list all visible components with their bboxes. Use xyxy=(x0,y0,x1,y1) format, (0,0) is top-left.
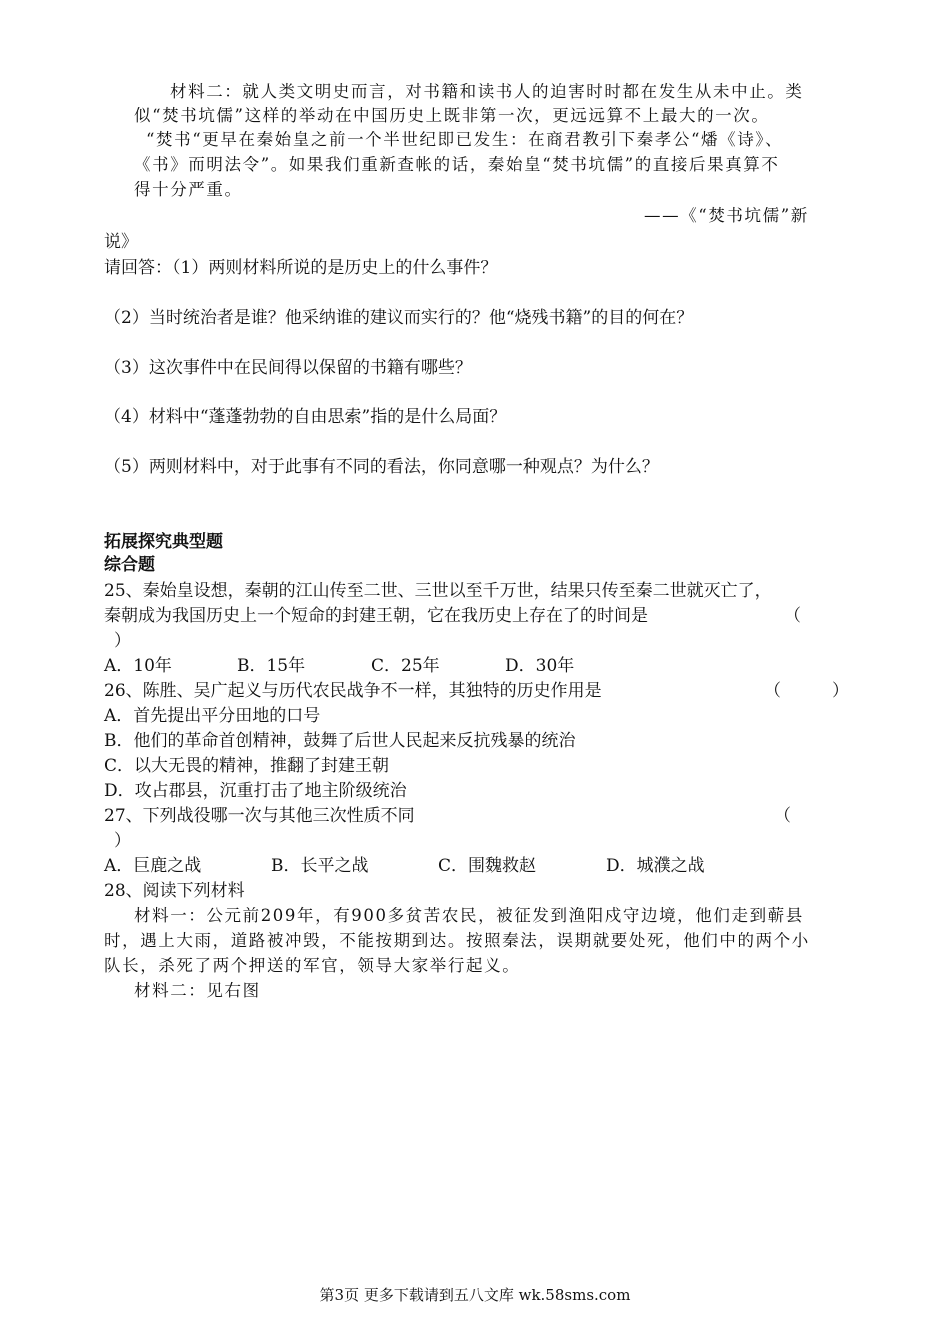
question-5: （5）两则材料中，对于此事有不同的看法，你同意哪一种观点？为什么？ xyxy=(104,457,659,477)
question-4: （4）材料中“蓬蓬勃勃的自由思索”指的是什么局面？ xyxy=(104,407,507,427)
answer-paren: （ ） xyxy=(764,681,849,701)
q27-option-a: A．巨鹿之战 xyxy=(104,856,202,876)
passage-line: 《书》而明法令”。如果我们重新查帐的话，秦始皇“焚书坑儒”的直接后果真算不 xyxy=(134,155,780,174)
material-one-line: 队长，杀死了两个押送的军官，领导大家举行起义。 xyxy=(104,956,521,975)
q26-option-d: D．攻占郡县，沉重打击了地主阶级统治 xyxy=(104,781,407,801)
q26-option-c: C．以大无畏的精神，推翻了封建王朝 xyxy=(104,756,390,776)
passage-line: 材料二：就人类文明史而言，对书籍和读书人的迫害时时都在发生从未中止。类 xyxy=(170,82,804,101)
section-subtitle: 综合题 xyxy=(104,555,155,575)
q26-option-b: B．他们的革命首创精神，鼓舞了后世人民起来反抗残暴的统治 xyxy=(104,731,576,751)
answer-paren-open: （ xyxy=(784,606,801,626)
question-2: （2）当时统治者是谁？他采纳谁的建议而实行的？他“烧残书籍”的目的何在？ xyxy=(104,308,694,328)
passage-line: 似“焚书坑儒”这样的举动在中国历史上既非第一次，更远远算不上最大的一次。 xyxy=(134,106,770,125)
material-two-line: 材料二：见右图 xyxy=(134,981,261,1000)
q25-option-b: B．15年 xyxy=(237,656,306,676)
passage-line: 得十分严重。 xyxy=(134,180,243,199)
page-footer: 第3页 更多下载请到五八文库 wk.58sms.com xyxy=(319,1286,631,1304)
q27-option-b: B．长平之战 xyxy=(271,856,369,876)
passage-source: ——《“焚书坑儒”新 xyxy=(644,206,809,225)
question-1: 请回答：（1）两则材料所说的是历史上的什么事件？ xyxy=(104,258,498,278)
passage-line: “焚书“更早在秦始皇之前一个半世纪即已发生：在商君教引下秦孝公“燔《诗》、 xyxy=(146,130,784,149)
material-one-line: 材料一：公元前209年，有900多贫苦农民，被征发到渔阳戍守边境，他们走到蕲县 xyxy=(134,906,804,925)
q27-stem: 27、下列战役哪一次与其他三次性质不同 xyxy=(104,806,415,826)
q26-stem: 26、陈胜、吴广起义与历代农民战争不一样，其独特的历史作用是 xyxy=(104,681,602,701)
q27-option-d: D．城濮之战 xyxy=(606,856,705,876)
section-title: 拓展探究典型题 xyxy=(104,532,223,552)
answer-paren-close: ） xyxy=(114,631,131,651)
answer-paren-close: ） xyxy=(114,831,131,851)
q27-option-c: C．围魏救赵 xyxy=(438,856,537,876)
q25-option-a: A．10年 xyxy=(104,656,172,676)
passage-source-end: 说》 xyxy=(104,232,138,252)
answer-paren-open: （ xyxy=(774,806,791,826)
q25-stem-line2: 秦朝成为我国历史上一个短命的封建王朝，它在我历史上存在了的时间是 xyxy=(104,606,648,626)
question-3: （3）这次事件中在民间得以保留的书籍有哪些？ xyxy=(104,358,472,378)
material-one-line: 时，遇上大雨，道路被冲毁，不能按期到达。按照秦法，误期就要处死，他们中的两个小 xyxy=(104,931,810,950)
q25-option-d: D．30年 xyxy=(505,656,575,676)
q25-stem-line1: 25、秦始皇设想，秦朝的江山传至二世、三世以至千万世，结果只传至秦二世就灭亡了， xyxy=(104,581,772,601)
q25-option-c: C．25年 xyxy=(371,656,440,676)
q26-option-a: A．首先提出平分田地的口号 xyxy=(104,706,321,726)
q28-stem: 28、阅读下列材料 xyxy=(104,881,245,901)
